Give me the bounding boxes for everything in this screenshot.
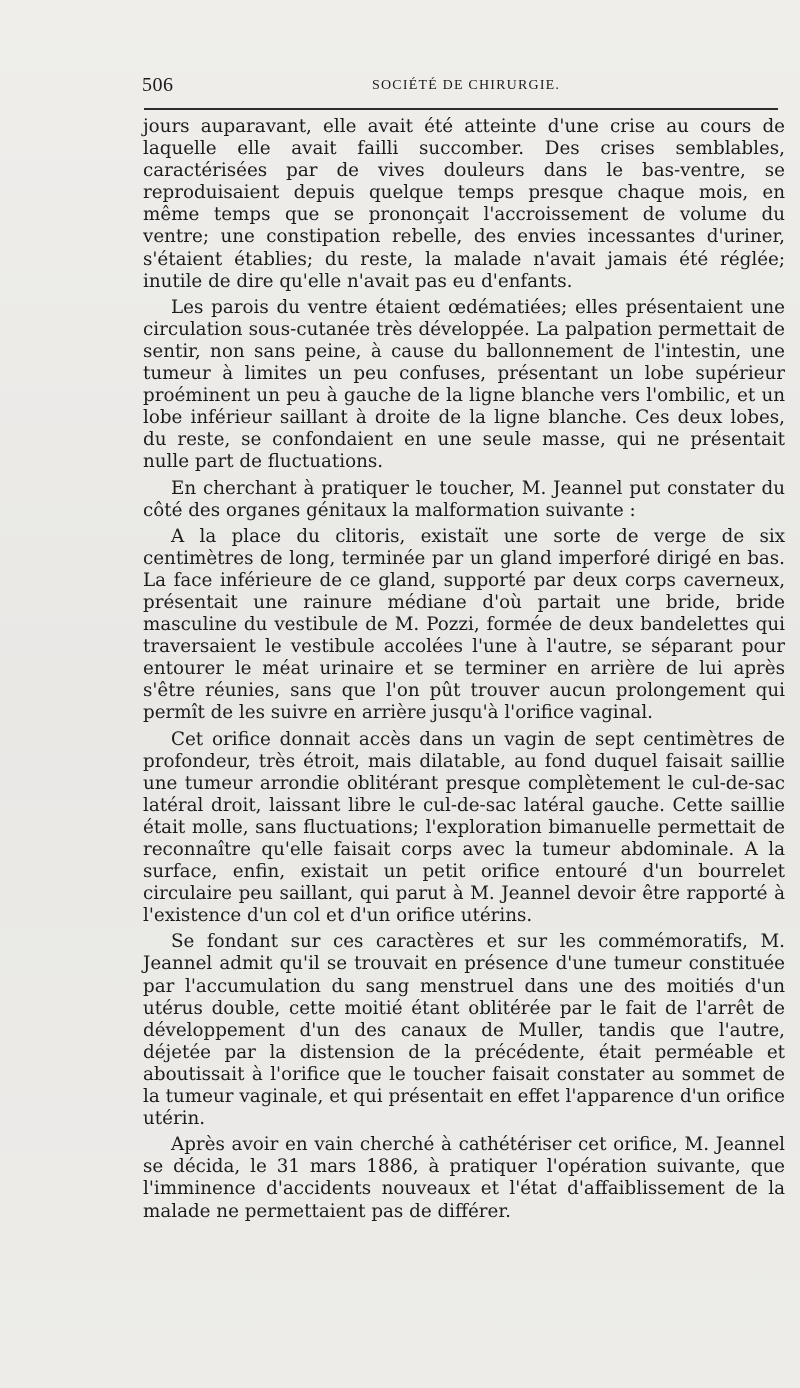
page-number: 506 — [142, 74, 174, 96]
paragraph: Cet orifice donnait accès dans un vagin de sept centimètres de profondeur, très étroit, mais dilatable, au fond duquel faisait saillie une tumeur arrondie oblitérant presque complètement le cul-de-sac latéral droit, laissant libre le cul-de-sac latéral gauche. Cette saillie était molle, sans fluctuations; l'exploration bimanuelle permettait de reconnaître qu'elle faisait corps avec la tumeur abdominale. A la surface, enfin, existait un petit orifice entouré d'un bourrelet circulaire peu saillant, qui parut à M. Jeannel devoir être rapporté à l'existence d'un col et d'un orifice utérins. — [143, 728, 785, 927]
body-text — [143, 116, 785, 1227]
header-rule — [144, 108, 778, 110]
paragraph: Après avoir en vain cherché à cathétériser cet orifice, M. Jeannel se décida, le 31 mars 1886, à pratiquer l'opération suivante, que l'imminence d'accidents nouveaux et l'état d'affaiblissement de la malade ne permettaient pas de différer. — [143, 1134, 785, 1222]
paragraph: Les parois du ventre étaient œdématiées; elles présentaient une circulation sous-cutanée très développée. La palpation permettait de sentir, non sans peine, à cause du ballonnement de l'intestin, une tumeur à limites un peu confuses, présentant un lobe supérieur proéminent un peu à gauche de la ligne blanche vers l'ombilic, et un lobe inférieur saillant à droite de la ligne blanche. Ces deux lobes, du reste, se confondaient en une seule masse, qui ne présentait nulle part de fluctuations. — [143, 296, 785, 473]
paragraph: jours auparavant, elle avait été atteinte d'une crise au cours de laquelle elle avait failli succomber. Des crises semblables, caractérisées par de vives douleurs dans le bas-ventre, se reproduisaient depuis quelque temps presque chaque mois, en même temps que se prononçait l'accroissement de volume du ventre; une constipation rebelle, des envies incessantes d'uriner, s'étaient établies; du reste, la malade n'avait jamais été réglée; inutile de dire qu'elle n'avait pas eu d'enfants. — [143, 116, 785, 292]
paragraph: Se fondant sur ces caractères et sur les commémoratifs, M. Jeannel admit qu'il se trouvait en présence d'une tumeur constituée par l'accumulation du sang menstruel dans une des moitiés d'un utérus double, cette moitié étant oblitérée par le fait de l'arrêt de développement d'un des canaux de Muller, tandis que l'autre, déjetée par la distension de la précédente, était perméable et aboutissait à l'orifice que le toucher faisait constater au sommet de la tumeur vaginale, et qui présentait en effet l'apparence d'un orifice utérin. — [143, 931, 785, 1130]
paragraph: En cherchant à pratiquer le toucher, M. Jeannel put constater du côté des organes génitaux la malformation suivante : — [143, 477, 785, 521]
paragraph: A la place du clitoris, existaït une sorte de verge de six centimètres de long, terminée par un gland imperforé dirigé en bas. La face inférieure de ce gland, supporté par deux corps caverneux, présentait une rainure médiane d'où partait une bride, bride masculine du vestibule de M. Pozzi, formée de deux bandelettes qui traversaient le vestibule accolées l'une à l'autre, se séparant pour entourer le méat urinaire et se terminer en arrière de lui après s'être réunies, sans que l'on pût trouver aucun prolongement qui permît de les suivre en arrière jusqu'à l'orifice vaginal. — [143, 525, 785, 724]
page-header — [142, 74, 778, 104]
running-title: SOCIÉTÉ DE CHIRURGIE. — [372, 78, 561, 93]
